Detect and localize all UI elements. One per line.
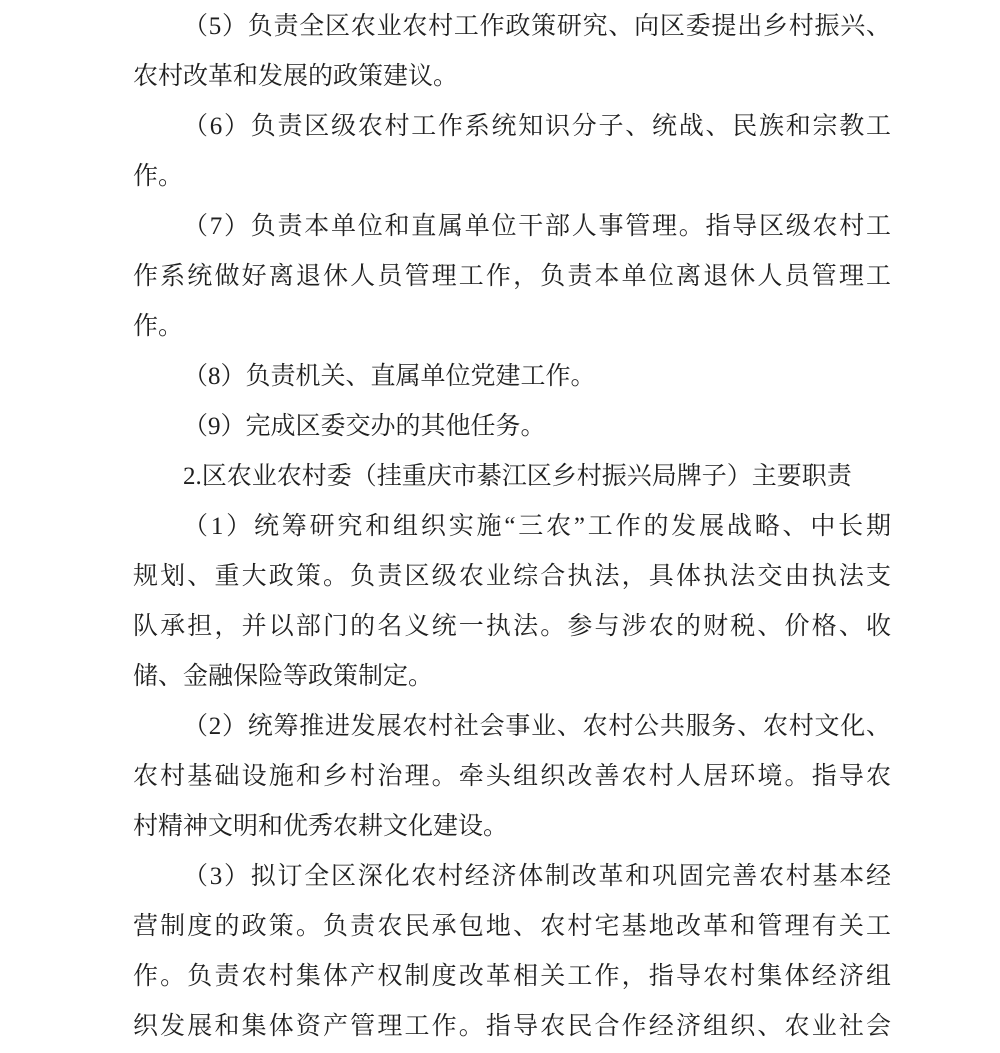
document-line: （1）统筹研究和组织实施“三农”工作的发展战略、中长期 [183,513,891,540]
document-line: 作。 [133,313,184,340]
document-line: （9）完成区委交办的其他任务。 [183,413,546,440]
document-line: （3）拟订全区深化农村经济体制改革和巩固完善农村基本经 [183,863,891,890]
section-2-duty-item-3 [133,852,891,1052]
document-line: （5）负责全区农业农村工作政策研究、向区委提出乡村振兴、 [183,13,891,40]
document-line: 作系统做好离退休人员管理工作，负责本单位离退休人员管理工 [133,263,891,290]
document-text-block [133,2,891,1052]
document-line: （8）负责机关、直属单位党建工作。 [183,363,596,390]
document-line: 作。 [133,163,184,190]
document-line: 2.区农业农村委（挂重庆市綦江区乡村振兴局牌子）主要职责 [183,463,852,490]
duty-item-9 [133,402,891,452]
document-line: （6）负责区级农村工作系统知识分子、统战、民族和宗教工 [183,113,891,140]
section-2-heading [133,452,891,502]
document-line: 村精神文明和优秀农耕文化建设。 [133,813,509,840]
document-line: 农村改革和发展的政策建议。 [133,63,459,90]
document-line: 农村基础设施和乡村治理。牵头组织改善农村人居环境。指导农 [133,763,891,790]
duty-item-7 [133,202,891,352]
duty-item-6 [133,102,891,202]
document-line: 营制度的政策。负责农民承包地、农村宅基地改革和管理有关工 [133,913,891,940]
document-line: （7）负责本单位和直属单位干部人事管理。指导区级农村工 [183,213,891,240]
duty-item-5 [133,2,891,102]
document-line: 作。负责农村集体产权制度改革相关工作，指导农村集体经济组 [133,963,891,990]
document-line: 储、金融保险等政策制定。 [133,663,434,690]
document-line: 织发展和集体资产管理工作。指导农民合作经济组织、农业社会 [133,1013,891,1040]
document-line: 队承担，并以部门的名义统一执法。参与涉农的财税、价格、收 [133,613,891,640]
document-line: （2）统筹推进发展农村社会事业、农村公共服务、农村文化、 [183,713,891,740]
duty-item-8 [133,352,891,402]
section-2-duty-item-2 [133,702,891,852]
document-line: 规划、重大政策。负责区级农业综合执法，具体执法交由执法支 [133,563,891,590]
section-2-duty-item-1 [133,502,891,702]
